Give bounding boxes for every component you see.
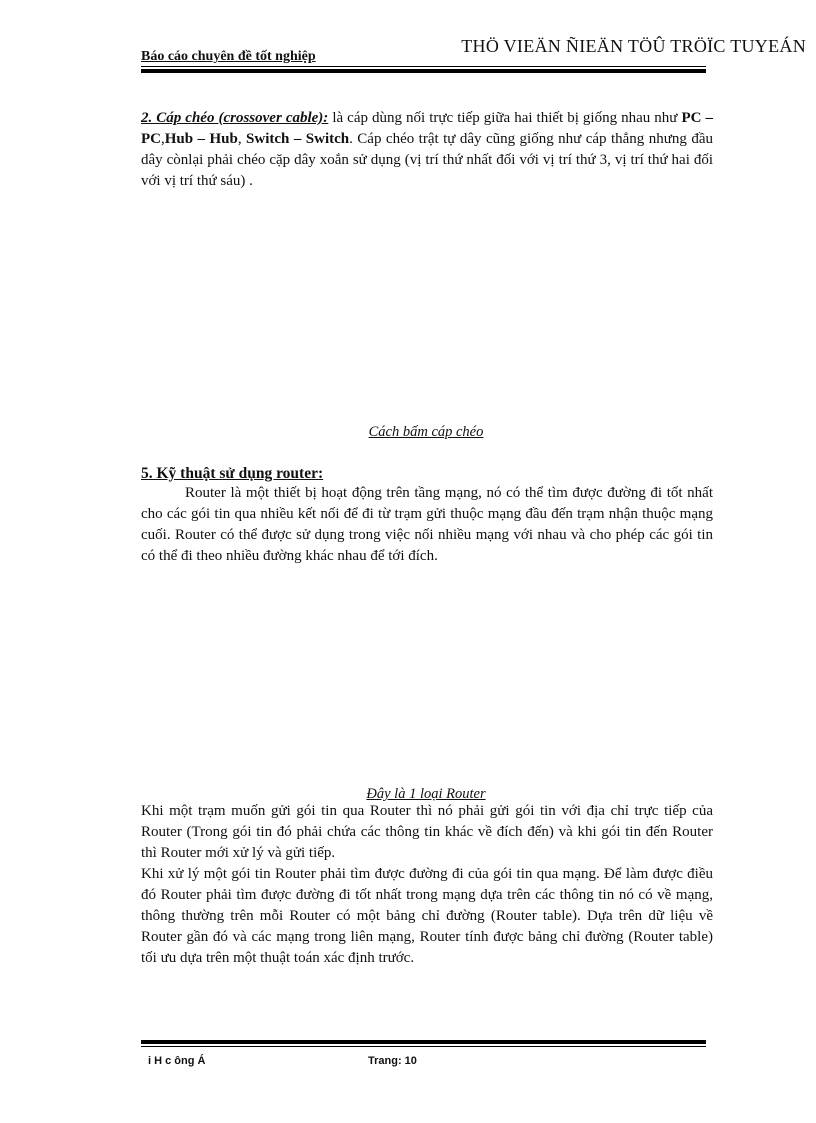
router-figure-caption: Đây là 1 loại Router bbox=[366, 786, 486, 802]
footer-rule-thick bbox=[141, 1040, 706, 1044]
header-report-title: Báo cáo chuyên đề tốt nghiệp bbox=[141, 49, 316, 64]
crossover-title: 2. Cáp chéo (crossover cable): bbox=[141, 110, 329, 126]
footer-page-number: Trang: 10 bbox=[368, 1055, 417, 1067]
router-body bbox=[141, 801, 713, 969]
footer-school: i H c ông Á bbox=[148, 1055, 206, 1067]
crossover-figure-caption: Cách bấm cáp chéo bbox=[368, 424, 484, 440]
router-section-title: 5. Kỹ thuật sử dụng router: bbox=[141, 465, 324, 482]
footer-rule-thin bbox=[141, 1046, 706, 1047]
header-rule-thick bbox=[141, 69, 706, 73]
header-rule-thin bbox=[141, 66, 706, 67]
router-paragraph-2: Khi xử lý một gói tin Router phải tìm được đường đi của gói tin qua mạng. Để làm được điều đó Router phải tìm được đường đi tốt nhất trong mạng dựa trên các thông tin nó có về mạng, thông thường trên mỗi Router có một bảng chỉ đường (Router table). Dựa trên dữ liệu về Router gần đó và các mạng trong liên mạng, Router tính được bảng chỉ đường (Router table) tối ưu dựa trên một thuật toán xác định trước. bbox=[141, 866, 713, 966]
router-paragraph-1: Khi một trạm muốn gửi gói tin qua Router thì nó phải gửi gói tin với địa chỉ trực tiếp của Router (Trong gói tin đó phải chứa các thông tin khác về đích đến) và khi gói tin đến Router thì Router mới xử lý và gửi tiếp. bbox=[141, 803, 713, 861]
router-intro-paragraph: Router là một thiết bị hoạt động trên tầng mạng, nó có thể tìm được đường đi tốt nhất cho các gói tin qua nhiều kết nối để đi từ trạm gửi thuộc mạng đầu đến trạm nhận thuộc mạng cuối. Router có thể được sử dụng trong việc nối nhiều mạng với nhau và cho phép các gói tin có thể đi theo nhiều đường khác nhau để tới đích. bbox=[141, 485, 713, 564]
crossover-paragraph: 2. Cáp chéo (crossover cable): là cáp dùng nối trực tiếp giữa hai thiết bị giống nhau như PC – PC,Hub – Hub, Switch – Switch. Cáp chéo trật tự dây cũng giống như cáp thẳng nhưng đầu dây cònlại phải chéo cặp dây xoắn sử dụng (vị trí thứ nhất đối với vị trí thứ 3, vị trí thứ hai đối với vị trí thứ sáu) . bbox=[141, 110, 713, 189]
header-library-title: THÖ VIEÄN ÑIEÄN TÖÛ TRÖÏC TUYEÁN bbox=[461, 36, 806, 56]
